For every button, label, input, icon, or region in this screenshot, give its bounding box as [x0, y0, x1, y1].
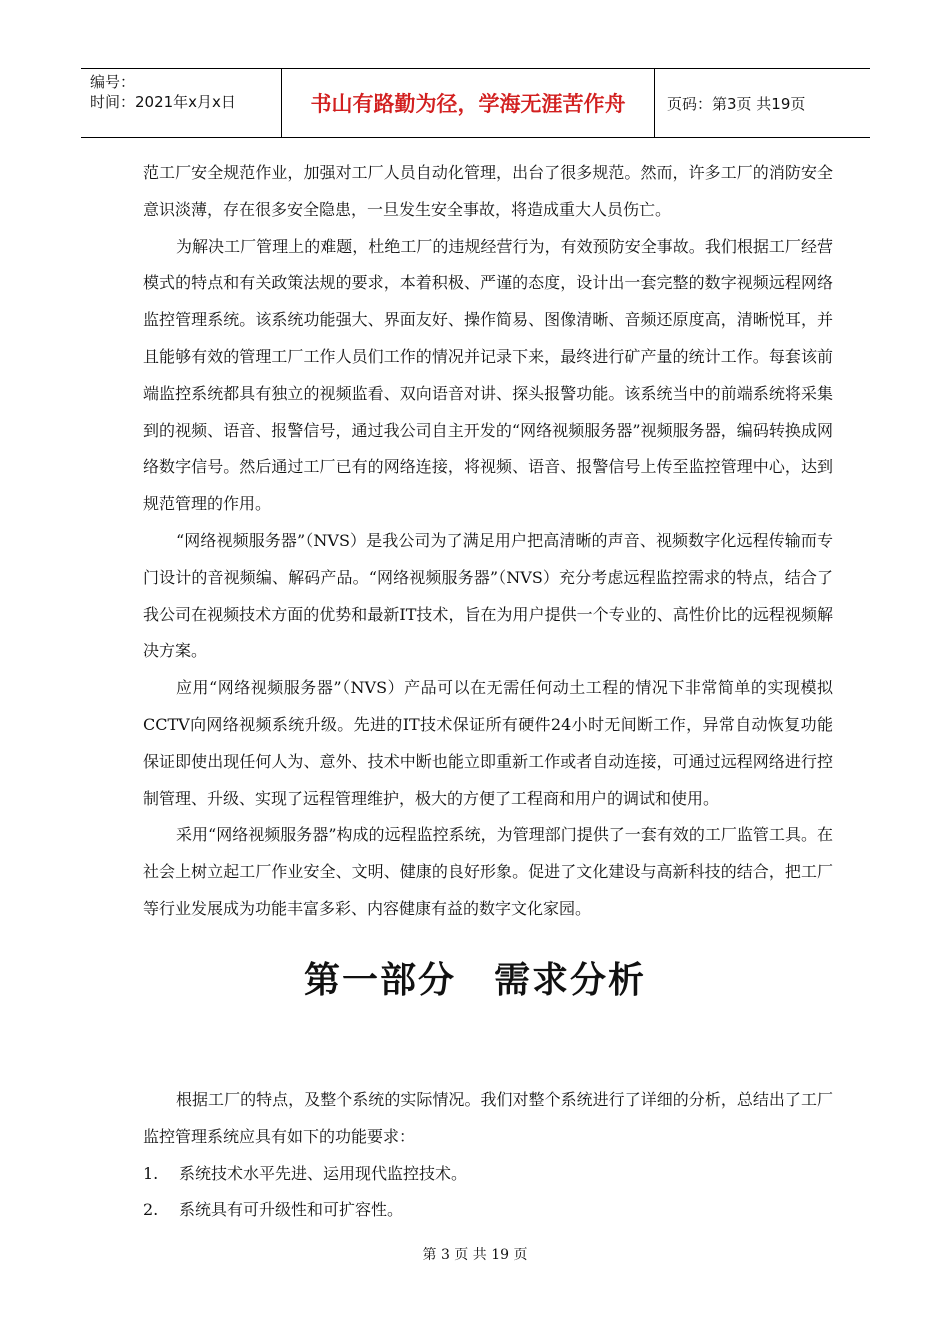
list-item — [143, 1192, 833, 1228]
document-header — [81, 68, 870, 138]
header-left-cell — [81, 69, 281, 137]
paragraph-5: 采用“网络视频服务器”构成的远程监控系统，为管理部门提供了一套有效的工厂监管工具。在社会上树立起工厂作业安全、文明、健康的良好形象。促进了文化建设与高新科技的结合，把工厂等行业发展成为功能丰富多彩、内容健康有益的数字文化家园。 — [143, 825, 833, 918]
paragraph-3: “网络视频服务器”（NVS）是我公司为了满足用户把高清晰的声音、视频数字化远程传输而专门设计的音视频编、解码产品。“网络视频服务器”（NVS）充分考虑远程监控需求的特点，结合了我公司在视频技术方面的优势和最新IT技术，旨在为用户提供一个专业的、高性价比的远程视频解决方案。 — [143, 530, 833, 661]
list-item-number: 2. — [143, 1200, 159, 1219]
list-item-text: 系统技术水平先进、运用现代监控技术。 — [179, 1164, 468, 1183]
page-footer — [0, 1244, 950, 1264]
time-label: 时间：2021年x月x日 — [90, 93, 236, 111]
header-page-info — [655, 69, 870, 137]
footer-page-number: 第 3 页 共 19 页 — [422, 1247, 528, 1263]
paragraph-2: 为解决工厂管理上的难题，杜绝工厂的违规经营行为，有效预防安全事故。我们根据工厂经营模式的特点和有关政策法规的要求，本着积极、严谨的态度，设计出一套完整的数字视频远程网络监控管理系统。该系统功能强大、界面友好、操作简易、图像清晰、音频还原度高，清晰悦耳，并且能够有效的管理工厂工作人员们工作的情况并记录下来，最终进行矿产量的统计工作。每套该前端监控系统都具有独立的视频监看、双向语音对讲、探头报警功能。该系统当中的前端系统将采集到的视频、语音、报警信号，通过我公司自主开发的“网络视频服务器”视频服务器，编码转换成网络数字信号。然后通过工厂已有的网络连接，将视频、语音、报警信号上传至监控管理中心，达到规范管理的作用。 — [143, 236, 833, 514]
intro-block — [143, 1082, 833, 1156]
motto: 书山有路勤为径，学海无涯苦作舟 — [310, 92, 626, 116]
requirements-list — [143, 1156, 833, 1228]
list-item — [143, 1156, 833, 1192]
paragraph-1: 范工厂安全规范作业，加强对工厂人员自动化管理，出台了很多规范。然而，许多工厂的消防安全意识淡薄，存在很多安全隐患，一旦发生安全事故，将造成重大人员伤亡。 — [143, 163, 833, 219]
section-title: 第一部分 需求分析 — [303, 960, 646, 1001]
header-motto-cell — [281, 69, 655, 137]
intro-paragraph: 根据工厂的特点，及整个系统的实际情况。我们对整个系统进行了详细的分析，总结出了工厂监控管理系统应具有如下的功能要求： — [143, 1090, 833, 1146]
list-item-number: 1. — [143, 1164, 159, 1183]
paragraph-4: 应用“网络视频服务器”（NVS）产品可以在无需任何动土工程的情况下非常简单的实现模拟CCTV向网络视频系统升级。先进的IT技术保证所有硬件24小时无间断工作，异常自动恢复功能保证即使出现任何人为、意外、技术中断也能立即重新工作或者自动连接，可通过远程网络进行控制管理、升级、实现了远程管理维护，极大的方便了工程商和用户的调试和使用。 — [143, 678, 833, 808]
page-info-text: 页码：第3页 共19页 — [667, 94, 806, 113]
number-label: 编号： — [90, 73, 136, 91]
list-item-text: 系统具有可升级性和可扩容性。 — [179, 1200, 404, 1219]
body-text — [143, 155, 833, 928]
